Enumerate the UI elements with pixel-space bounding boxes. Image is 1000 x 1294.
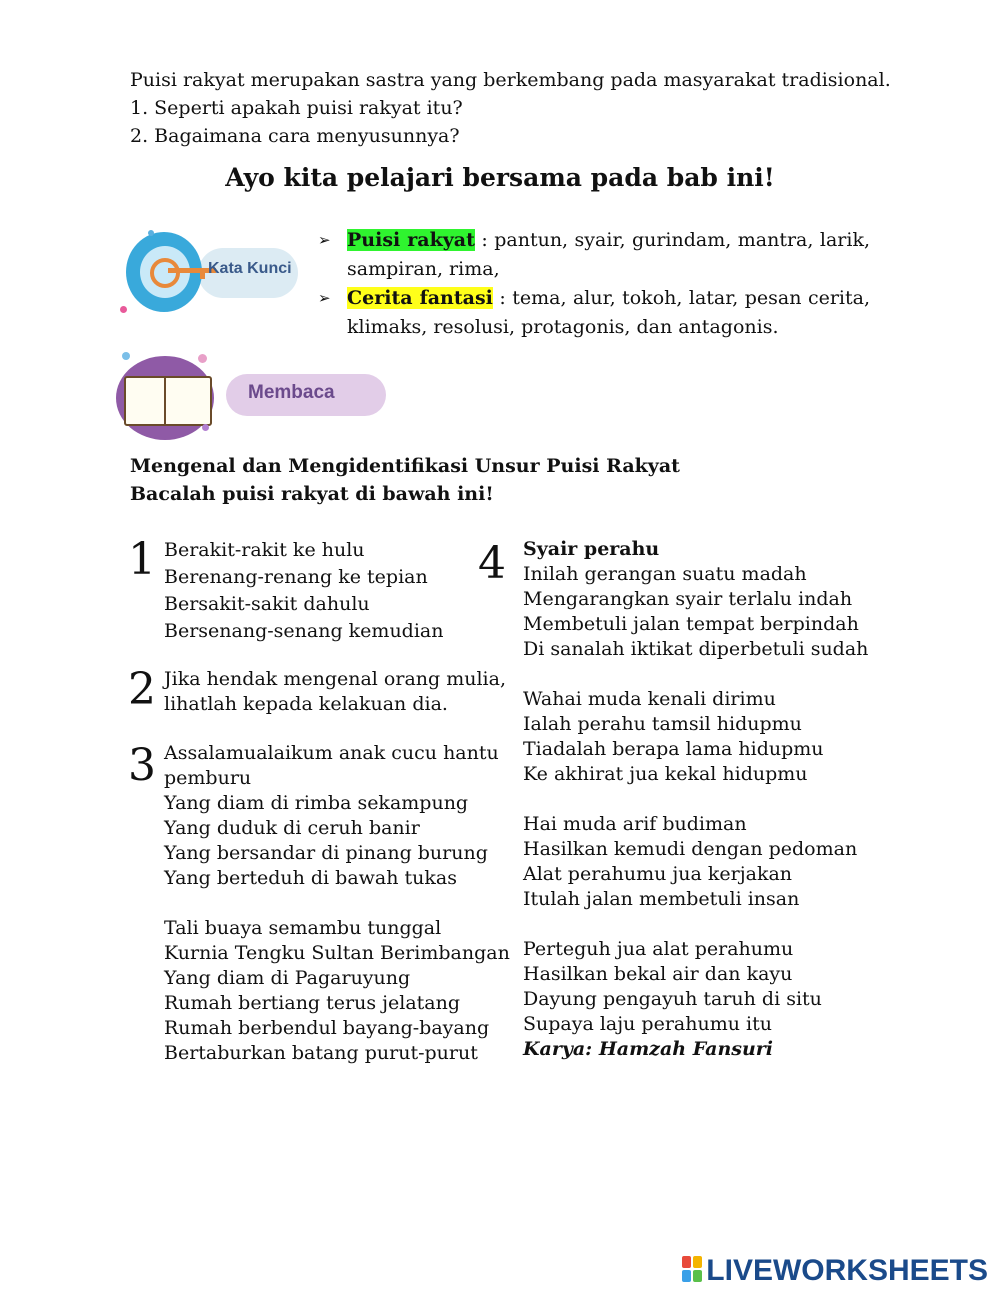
poem-title: Syair perahu (523, 538, 660, 560)
arrow-bullet-icon: ➢ (318, 289, 331, 307)
poem-number-1: 1 (128, 534, 156, 585)
poem-number-2: 2 (128, 664, 156, 715)
liveworksheets-logo-icon (682, 1256, 702, 1282)
poem-byline: Karya: Hamzah Fansuri (523, 1038, 774, 1060)
logo-text: LIVEWORKSHEETS (706, 1254, 988, 1287)
keyword-term: Cerita fantasi (347, 287, 493, 309)
liveworksheets-logo[interactable] (682, 1254, 988, 1288)
poem-line: Mengarangkan syair terlalu indah (523, 588, 853, 610)
poem-line: Perteguh jua alat perahumu (523, 938, 794, 960)
poem-line: Kurnia Tengku Sultan Berimbangan (164, 942, 510, 964)
poem-4 (523, 537, 868, 1062)
poem-line: Itulah jalan membetuli insan (523, 888, 800, 910)
poem-line: Rumah berbendul bayang-bayang (164, 1017, 490, 1039)
poem-line: Inilah gerangan suatu madah (523, 563, 807, 585)
intro-line: Puisi rakyat merupakan sastra yang berkembang pada masyarakat tradisional. (130, 69, 891, 91)
poem-line: Tiadalah berapa lama hidupmu (523, 738, 824, 760)
section-title: Mengenal dan Mengidentifikasi Unsur Puisi Rakyat (130, 455, 680, 477)
book-icon (124, 376, 212, 426)
poem-line: Ialah perahu tamsil hidupmu (523, 713, 802, 735)
intro-text (130, 66, 891, 150)
membaca-label: Membaca (248, 382, 335, 403)
poem-line: Hasilkan bekal air dan kayu (523, 963, 793, 985)
poem-line: Assalamualaikum anak cucu hantu (164, 742, 499, 764)
poem-line: Hasilkan kemudi dengan pedoman (523, 838, 858, 860)
keyword-item-cerita-fantasi (318, 284, 870, 342)
poem-line: Alat perahumu jua kerjakan (523, 863, 793, 885)
poem-2 (164, 667, 506, 717)
keyword-list (318, 226, 870, 342)
poem-line: Yang diam di rimba sekampung (164, 792, 469, 814)
poem-line: Di sanalah iktikat diperbetuli sudah (523, 638, 869, 660)
keyword-desc: : tema, alur, tokoh, latar, pesan cerita, klimaks, resolusi, protagonis, dan antagonis. (347, 287, 870, 338)
poem-line: pemburu (164, 767, 252, 789)
poem-line: Wahai muda kenali dirimu (523, 688, 776, 710)
decor-dot (202, 424, 209, 431)
poem-line: Ke akhirat jua kekal hidupmu (523, 763, 808, 785)
decor-dot (198, 354, 207, 363)
keyword-desc: : pantun, syair, gurindam, mantra, larik, sampiran, rima, (347, 229, 870, 280)
poem-line: Yang diam di Pagaruyung (164, 967, 411, 989)
intro-question-1: 1. Seperti apakah puisi rakyat itu? (130, 97, 463, 119)
keyword-item-puisi-rakyat (318, 226, 870, 284)
poem-line: Berenang-renang ke tepian (164, 566, 428, 588)
decor-dot (122, 352, 130, 360)
poem-line: Berakit-rakit ke hulu (164, 539, 365, 561)
poem-line: Yang berteduh di bawah tukas (164, 867, 457, 889)
poem-line: lihatlah kepada kelakuan dia. (164, 693, 448, 715)
poem-line: Jika hendak mengenal orang mulia, (164, 668, 506, 690)
poem-line: Rumah bertiang terus jelatang (164, 992, 461, 1014)
decor-dot (148, 230, 154, 236)
poem-line: Membetuli jalan tempat berpindah (523, 613, 859, 635)
membaca-badge (116, 352, 396, 444)
page-heading: Ayo kita pelajari bersama pada bab ini! (225, 163, 775, 192)
poem-line: Bertaburkan batang purut-purut (164, 1042, 478, 1064)
poem-line: Yang bersandar di pinang burung (164, 842, 488, 864)
key-icon (150, 258, 180, 288)
poem-line: Hai muda arif budiman (523, 813, 747, 835)
intro-question-2: 2. Bagaimana cara menyusunnya? (130, 125, 460, 147)
keyword-term: Puisi rakyat (347, 229, 475, 251)
section-heading (130, 452, 680, 508)
poem-line: Dayung pengayuh taruh di situ (523, 988, 822, 1010)
arrow-bullet-icon: ➢ (318, 231, 331, 249)
poem-1 (164, 537, 443, 645)
poem-line: Yang duduk di ceruh banir (164, 817, 420, 839)
poem-line: Supaya laju perahumu itu (523, 1013, 772, 1035)
poem-line: Tali buaya semambu tunggal (164, 917, 442, 939)
decor-dot (120, 306, 127, 313)
poem-line: Bersakit-sakit dahulu (164, 593, 370, 615)
kata-kunci-label: Kata Kunci (208, 260, 292, 277)
poem-line: Bersenang-senang kemudian (164, 620, 444, 642)
poem-number-4: 4 (478, 538, 506, 589)
section-instruction: Bacalah puisi rakyat di bawah ini! (130, 483, 494, 505)
poem-number-3: 3 (128, 740, 156, 791)
poem-3 (164, 741, 510, 1066)
kata-kunci-badge (118, 228, 308, 318)
